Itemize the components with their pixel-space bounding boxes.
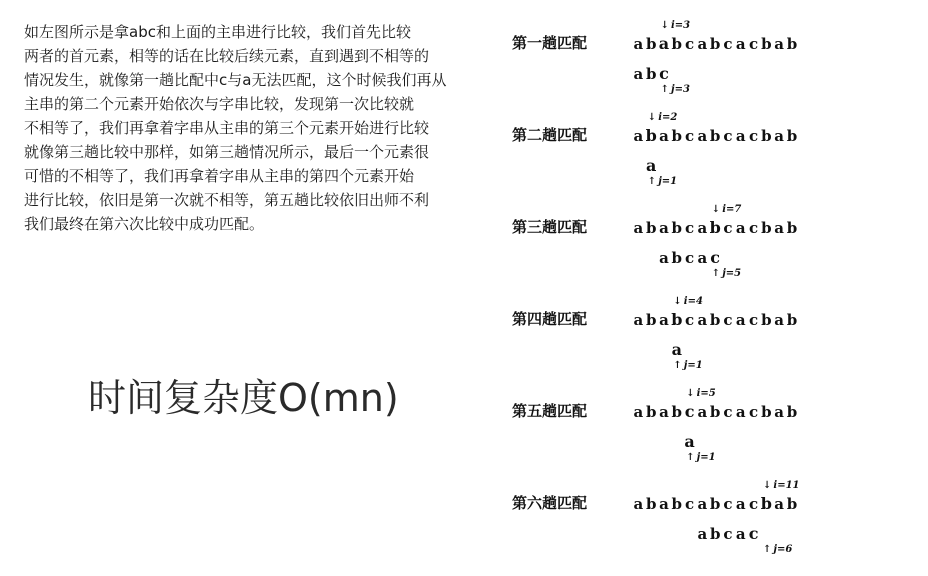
main-char: a bbox=[697, 495, 708, 513]
matching-pass bbox=[512, 18, 922, 95]
main-char: a bbox=[659, 219, 669, 237]
description-line: 如左图所示是拿abc和上面的主串进行比较，我们首先比较 bbox=[24, 23, 411, 41]
main-char: b bbox=[761, 403, 772, 421]
main-char: b bbox=[645, 403, 657, 421]
pattern-char: c bbox=[748, 524, 759, 543]
main-char: a bbox=[774, 495, 785, 513]
main-char: b bbox=[645, 35, 657, 53]
i-pointer bbox=[648, 112, 678, 124]
pattern-char: c bbox=[685, 249, 695, 267]
main-char: b bbox=[645, 495, 657, 513]
main-char: b bbox=[709, 403, 721, 421]
down-arrow-icon: ↓ bbox=[711, 204, 721, 215]
pass-label: 第一趟匹配 bbox=[512, 34, 588, 52]
pattern-char: a bbox=[735, 525, 746, 543]
j-label: j=6 bbox=[773, 544, 793, 555]
main-char: b bbox=[761, 311, 772, 329]
main-char: b bbox=[671, 219, 683, 237]
main-char: b bbox=[645, 126, 657, 145]
pattern-string bbox=[632, 64, 670, 84]
main-char: a bbox=[659, 403, 669, 421]
main-char: c bbox=[749, 311, 759, 329]
main-char: a bbox=[735, 495, 746, 513]
j-pointer bbox=[686, 452, 715, 464]
main-char: a bbox=[697, 311, 708, 329]
pass-label: 第三趟匹配 bbox=[512, 218, 588, 236]
pattern-char: c bbox=[723, 525, 733, 543]
main-char: b bbox=[645, 311, 657, 329]
pattern-string bbox=[696, 524, 760, 544]
main-char: a bbox=[735, 219, 746, 237]
i-label: i=11 bbox=[773, 480, 800, 491]
pass-label: 第六趟匹配 bbox=[512, 494, 588, 512]
main-char: c bbox=[685, 219, 695, 237]
description-line: 我们最终在第六次比较中成功匹配。 bbox=[24, 215, 265, 233]
main-char: c bbox=[749, 35, 759, 53]
main-char: a bbox=[633, 35, 644, 53]
main-char: b bbox=[709, 311, 721, 329]
main-char: c bbox=[749, 127, 759, 145]
main-char: b bbox=[786, 219, 798, 237]
main-char: a bbox=[633, 219, 644, 237]
i-label: i=3 bbox=[670, 20, 691, 31]
description-line: 可惜的不相等了，我们再拿着字串从主串的第四个元素开始 bbox=[24, 167, 415, 185]
matching-pass bbox=[512, 386, 922, 463]
i-label: i=2 bbox=[658, 112, 678, 123]
main-char: a bbox=[735, 35, 746, 53]
main-string bbox=[632, 218, 798, 238]
j-pointer bbox=[673, 360, 702, 372]
pattern-char: a bbox=[671, 340, 682, 359]
pattern-char: a bbox=[633, 65, 644, 83]
i-pointer bbox=[686, 388, 716, 400]
pattern-string bbox=[670, 340, 683, 360]
main-char: b bbox=[760, 494, 772, 513]
main-char: a bbox=[697, 219, 708, 237]
pattern-char: c bbox=[710, 248, 721, 267]
description-line: 不相等了，我们再拿着字串从主串的第三个元素开始进行比较 bbox=[24, 119, 430, 137]
main-char: b bbox=[761, 127, 772, 145]
j-pointer bbox=[661, 84, 690, 96]
pass-label: 第二趟匹配 bbox=[512, 126, 588, 144]
description-paragraph bbox=[24, 20, 514, 236]
main-char: b bbox=[709, 127, 721, 145]
j-label: j=3 bbox=[670, 84, 690, 95]
main-char: b bbox=[786, 35, 798, 53]
main-char: b bbox=[709, 218, 721, 237]
down-arrow-icon: ↓ bbox=[686, 388, 695, 399]
description-line: 两者的首元素，相等的话在比较后续元素，直到遇到不相等的 bbox=[24, 47, 430, 65]
main-char: b bbox=[671, 35, 683, 53]
main-char: c bbox=[723, 403, 733, 421]
description-line: 情况发生，就像第一趟比配中c与a无法匹配，这个时候我们再从 bbox=[24, 71, 447, 89]
i-pointer bbox=[712, 204, 742, 216]
up-arrow-icon: ↑ bbox=[686, 452, 695, 463]
i-label: i=5 bbox=[696, 388, 716, 399]
time-complexity: 时间复杂度O(mn) bbox=[88, 376, 399, 420]
main-char: a bbox=[774, 403, 785, 421]
main-char: a bbox=[774, 311, 785, 329]
up-arrow-icon: ↑ bbox=[673, 360, 682, 371]
i-pointer bbox=[673, 296, 703, 308]
pattern-char: b bbox=[671, 249, 683, 267]
down-arrow-icon: ↓ bbox=[647, 112, 657, 123]
main-char: c bbox=[685, 311, 695, 329]
main-char: a bbox=[735, 403, 746, 421]
main-char: b bbox=[671, 127, 683, 145]
j-label: j=1 bbox=[696, 452, 716, 463]
main-string bbox=[632, 494, 798, 514]
j-pointer bbox=[712, 268, 741, 280]
main-char: b bbox=[671, 403, 683, 421]
main-char: b bbox=[786, 403, 798, 421]
main-string bbox=[632, 126, 798, 146]
pattern-char: a bbox=[684, 432, 695, 451]
pattern-char: b bbox=[709, 525, 721, 543]
main-char: c bbox=[723, 127, 733, 145]
pattern-char: a bbox=[697, 249, 708, 267]
main-char: c bbox=[723, 219, 733, 237]
pattern-char: a bbox=[697, 525, 708, 543]
description-line: 主串的第二个元素开始依次与字串比较，发现第一次比较就 bbox=[24, 95, 415, 113]
pass-label: 第五趟匹配 bbox=[512, 402, 588, 420]
pattern-string bbox=[658, 248, 722, 268]
main-char: b bbox=[709, 35, 721, 53]
description-line: 进行比较，依旧是第一次就不相等，第五趟比较依旧出师不利 bbox=[24, 191, 430, 209]
main-char: c bbox=[749, 403, 759, 421]
description-line: 就像第三趟比较中那样，如第三趟情况所示，最后一个元素很 bbox=[24, 143, 430, 161]
main-char: a bbox=[735, 311, 746, 329]
matching-pass bbox=[512, 478, 922, 555]
i-pointer bbox=[763, 480, 799, 492]
main-char: b bbox=[786, 495, 798, 513]
up-arrow-icon: ↑ bbox=[647, 176, 657, 187]
j-label: j=5 bbox=[722, 268, 742, 279]
main-char: c bbox=[685, 495, 695, 513]
main-char: a bbox=[774, 35, 785, 53]
main-char: a bbox=[658, 34, 670, 53]
main-char: a bbox=[697, 403, 708, 421]
main-char: a bbox=[774, 219, 785, 237]
main-char: c bbox=[749, 219, 759, 237]
pattern-char: a bbox=[646, 156, 657, 175]
down-arrow-icon: ↓ bbox=[763, 480, 772, 491]
main-char: b bbox=[709, 495, 721, 513]
main-char: a bbox=[735, 127, 746, 145]
main-char: a bbox=[659, 311, 669, 329]
pattern-string bbox=[683, 432, 696, 452]
main-char: a bbox=[697, 127, 708, 145]
pattern-char: a bbox=[659, 249, 669, 267]
i-pointer bbox=[661, 20, 691, 32]
main-char: b bbox=[761, 35, 772, 53]
main-char: a bbox=[633, 127, 644, 145]
main-char: c bbox=[723, 311, 733, 329]
main-char: a bbox=[697, 35, 708, 53]
main-char: c bbox=[723, 495, 733, 513]
pattern-char: b bbox=[645, 65, 657, 83]
matching-pass bbox=[512, 202, 922, 279]
matching-pass bbox=[512, 294, 922, 371]
i-label: i=4 bbox=[683, 296, 703, 307]
pattern-string bbox=[645, 156, 658, 176]
down-arrow-icon: ↓ bbox=[660, 20, 669, 31]
down-arrow-icon: ↓ bbox=[673, 296, 682, 307]
i-label: i=7 bbox=[722, 204, 742, 215]
main-char: c bbox=[749, 495, 759, 513]
main-char: a bbox=[633, 403, 644, 421]
main-char: c bbox=[684, 402, 695, 421]
main-string bbox=[632, 310, 798, 330]
main-char: b bbox=[671, 495, 683, 513]
j-label: j=1 bbox=[683, 360, 703, 371]
main-char: c bbox=[685, 35, 695, 53]
pass-label: 第四趟匹配 bbox=[512, 310, 588, 328]
up-arrow-icon: ↑ bbox=[660, 84, 669, 95]
up-arrow-icon: ↑ bbox=[711, 268, 721, 279]
main-char: b bbox=[786, 311, 798, 329]
main-char: a bbox=[659, 127, 669, 145]
up-arrow-icon: ↑ bbox=[763, 544, 772, 555]
j-label: j=1 bbox=[658, 176, 678, 187]
main-char: a bbox=[633, 311, 644, 329]
main-char: a bbox=[659, 495, 669, 513]
main-char: c bbox=[685, 127, 695, 145]
j-pointer bbox=[763, 544, 792, 556]
main-char: b bbox=[671, 310, 683, 329]
main-char: b bbox=[786, 127, 798, 145]
main-char: c bbox=[723, 35, 733, 53]
main-char: b bbox=[761, 219, 772, 237]
pattern-char: c bbox=[659, 64, 669, 83]
main-char: b bbox=[645, 219, 657, 237]
main-string bbox=[632, 34, 798, 54]
matching-pass bbox=[512, 110, 922, 187]
main-char: a bbox=[633, 495, 644, 513]
main-string bbox=[632, 402, 798, 422]
main-char: a bbox=[774, 127, 785, 145]
j-pointer bbox=[648, 176, 677, 188]
